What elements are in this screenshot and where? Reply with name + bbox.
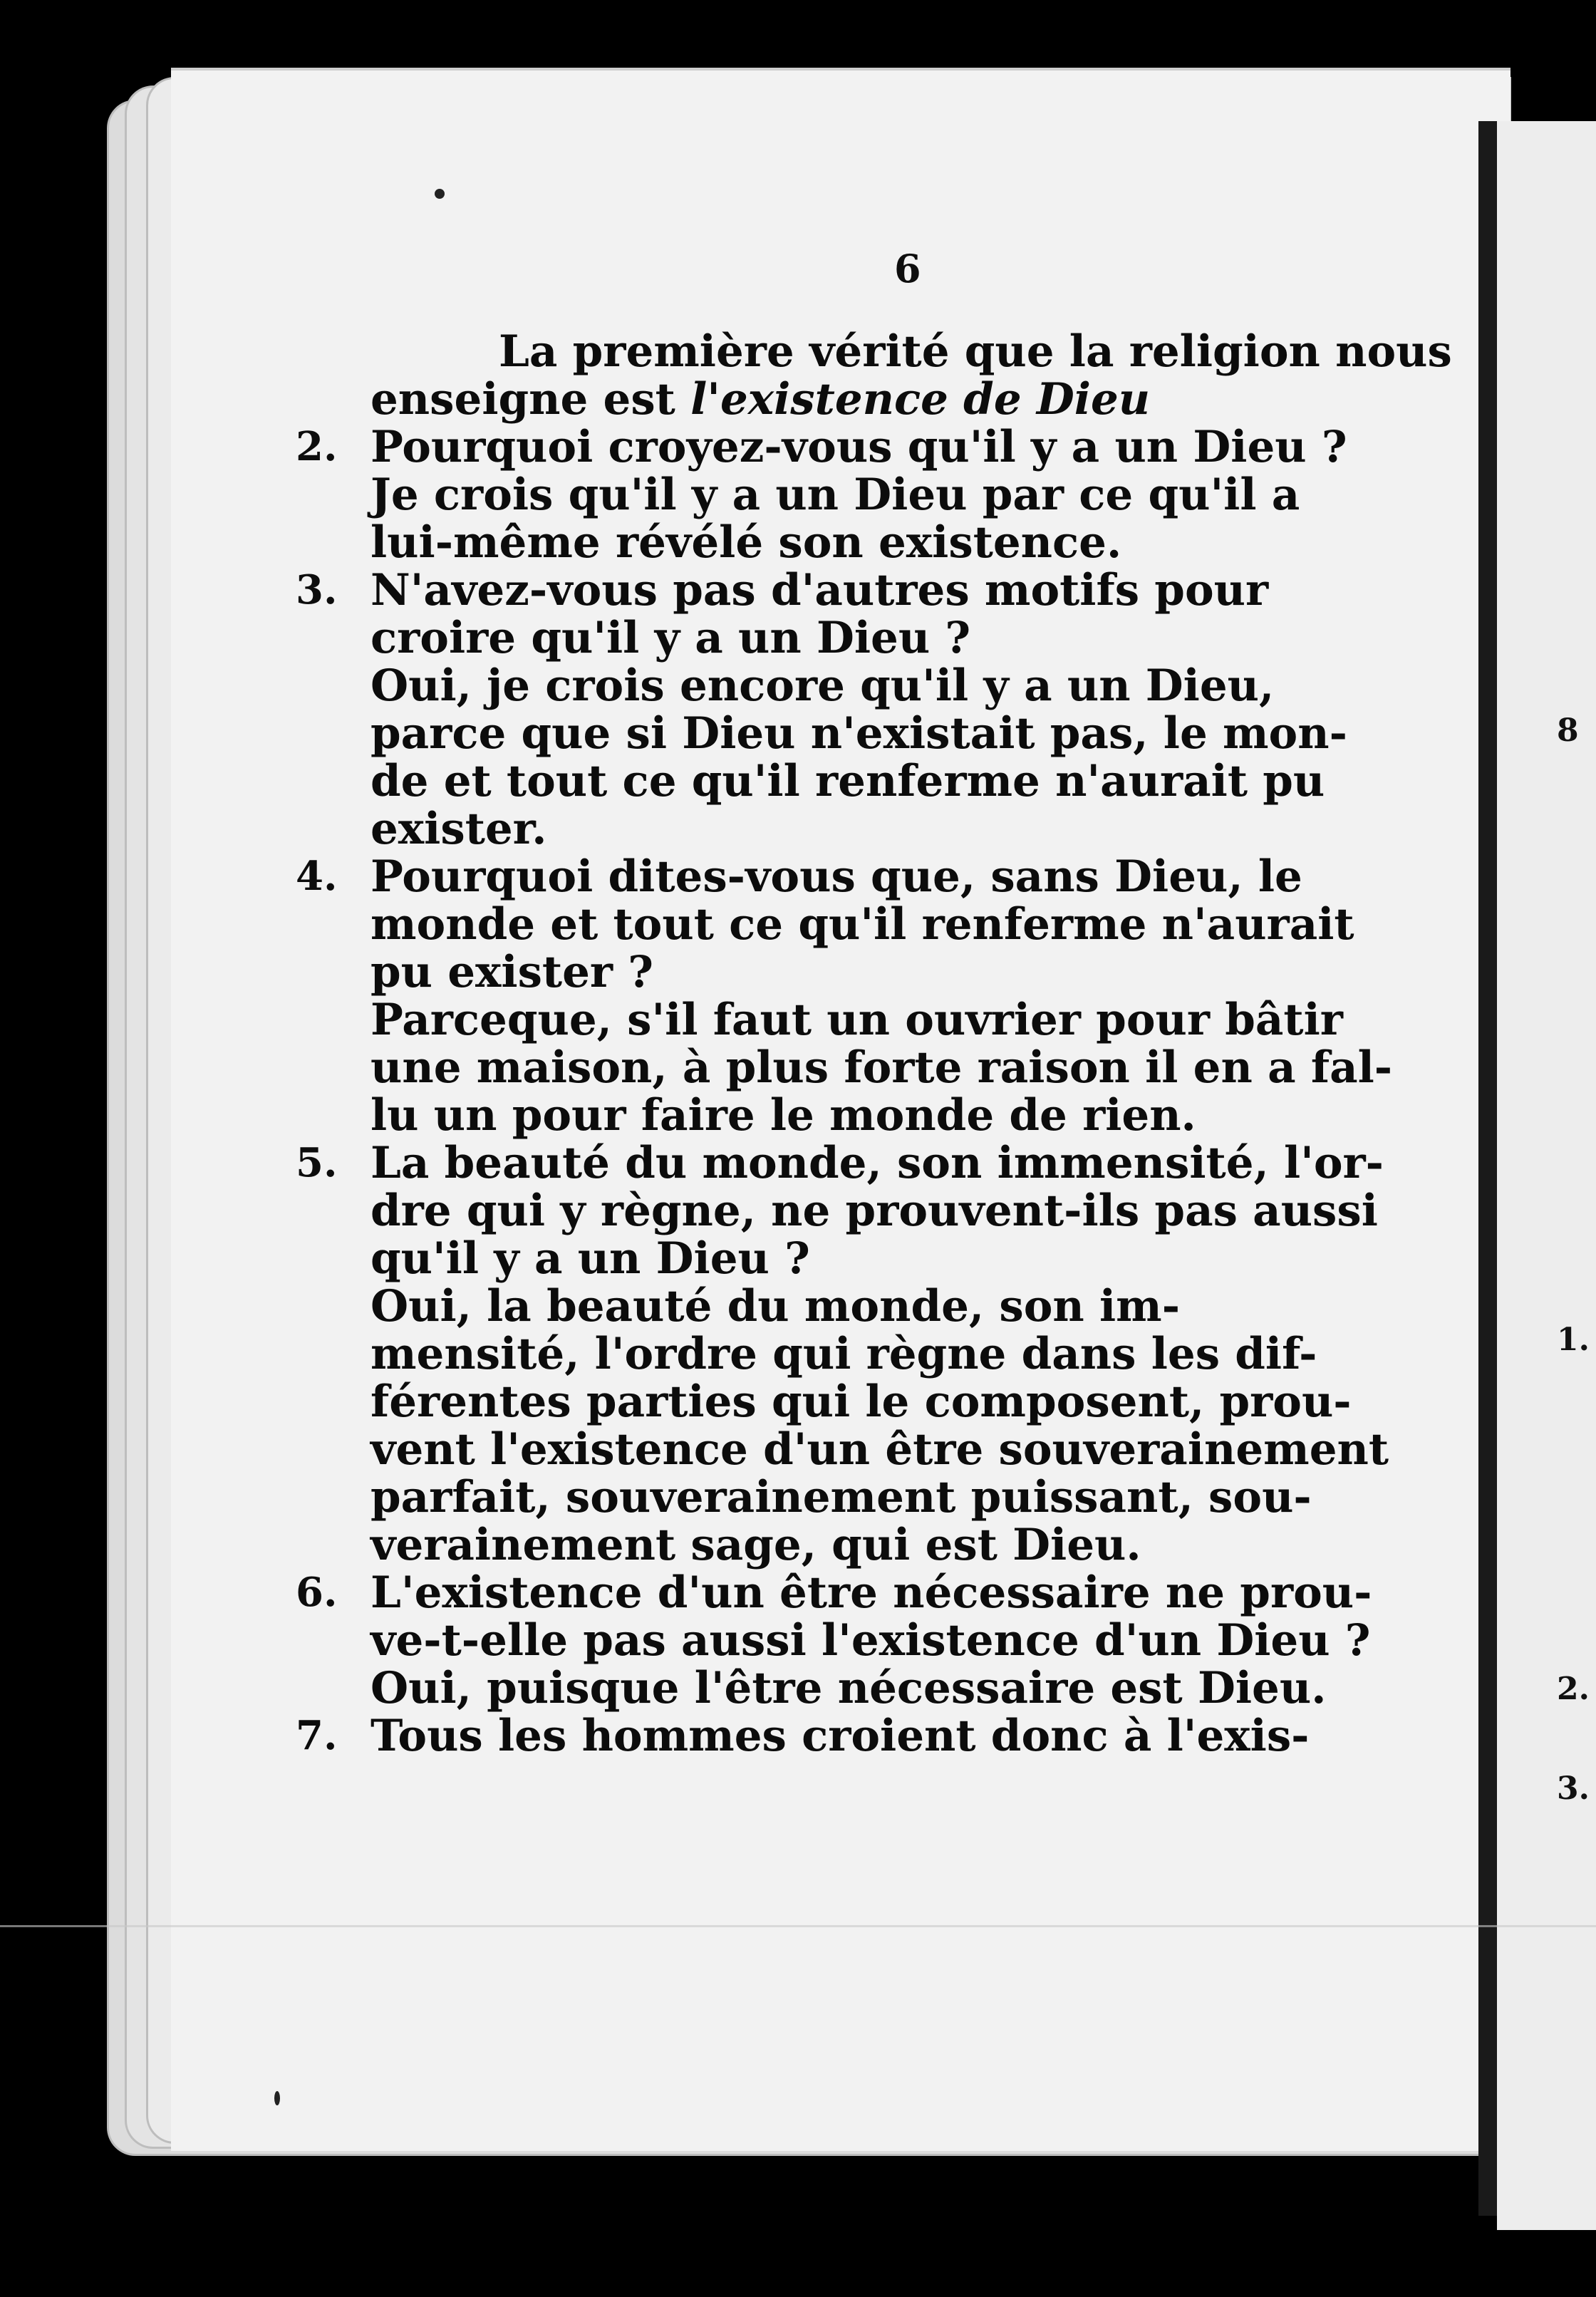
answer-line: une maison, à plus forte raison il en a fal- bbox=[370, 1042, 1393, 1093]
answer-line: exister. bbox=[370, 804, 547, 854]
answer-line: de et tout ce qu'il renferme n'aurait pu bbox=[370, 756, 1325, 807]
answer-line: Oui, la beauté du monde, son im- bbox=[370, 1281, 1181, 1332]
intro-paragraph bbox=[370, 326, 1452, 425]
qa-entry-6 bbox=[296, 1567, 1389, 1713]
qa-entry-2 bbox=[296, 422, 1389, 568]
answer-line: lu un pour faire le monde de rien. bbox=[370, 1090, 1196, 1141]
answer-line: mensité, l'ordre qui règne dans les dif- bbox=[370, 1329, 1317, 1379]
intro-line bbox=[370, 375, 1389, 423]
facing-page-mark: 8 bbox=[1557, 712, 1579, 749]
answer-line: Je crois qu'il y a un Dieu par ce qu'il a bbox=[370, 470, 1300, 520]
answer-line: parfait, souverainement puissant, sou- bbox=[370, 1472, 1312, 1523]
book-spine bbox=[1478, 121, 1497, 2216]
answer-line: Oui, je crois encore qu'il y a un Dieu, bbox=[370, 660, 1275, 711]
question-line: monde et tout ce qu'il renferme n'aurait bbox=[370, 899, 1354, 950]
catechism-text bbox=[296, 326, 1452, 1761]
qa-entry-7 bbox=[296, 1711, 1389, 1761]
question-line: N'avez-vous pas d'autres motifs pour bbox=[370, 565, 1269, 616]
facing-page-mark: 2. bbox=[1557, 1671, 1590, 1707]
qa-entry-3 bbox=[296, 565, 1389, 854]
question-line: La beauté du monde, son immensité, l'or- bbox=[370, 1138, 1384, 1188]
question-line: croire qu'il y a un Dieu ? bbox=[370, 613, 971, 663]
intro-line: La première vérité que la religion nous bbox=[499, 326, 1452, 377]
qa-entry-5 bbox=[296, 1138, 1389, 1570]
facing-page-mark: 3. bbox=[1557, 1770, 1590, 1807]
question-line: qu'il y a un Dieu ? bbox=[370, 1233, 810, 1284]
answer-line: Parceque, s'il faut un ouvrier pour bâtir bbox=[370, 995, 1343, 1045]
answer-line: Oui, puisque l'être nécessaire est Dieu. bbox=[370, 1663, 1327, 1713]
ink-speck bbox=[274, 2091, 280, 2105]
answer-line: parce que si Dieu n'existait pas, le mon- bbox=[370, 708, 1347, 759]
question-number: 6. bbox=[296, 1569, 338, 1616]
intro-italic-phrase: l'existence de Dieu bbox=[690, 374, 1151, 425]
question-number: 3. bbox=[296, 566, 338, 613]
answer-line: lui-même révélé son existence. bbox=[370, 517, 1122, 568]
qa-entry-4 bbox=[296, 851, 1393, 1141]
question-line: Pourquoi croyez-vous qu'il y a un Dieu ? bbox=[370, 422, 1347, 472]
answer-line: férentes parties qui le composent, prou- bbox=[370, 1376, 1352, 1427]
question-line: ve-t-elle pas aussi l'existence d'un Dieu ? bbox=[370, 1615, 1371, 1666]
question-number: 7. bbox=[296, 1712, 338, 1759]
question-line: pu exister ? bbox=[370, 947, 654, 997]
facing-page-mark: 1. bbox=[1557, 1322, 1590, 1358]
question-line: L'existence d'un être nécessaire ne prou- bbox=[370, 1567, 1372, 1618]
facing-page-strip bbox=[1497, 121, 1596, 2230]
ink-speck bbox=[435, 189, 445, 199]
question-number: 4. bbox=[296, 853, 338, 900]
question-line: dre qui y règne, ne prouvent-ils pas aussi bbox=[370, 1186, 1378, 1236]
intro-line-text: enseigne est bbox=[370, 374, 691, 425]
answer-line: verainement sage, qui est Dieu. bbox=[370, 1520, 1141, 1570]
scan-artifact-line bbox=[0, 1925, 1596, 1927]
page-number: 6 bbox=[894, 246, 921, 291]
question-number: 5. bbox=[296, 1139, 338, 1186]
question-line: Pourquoi dites-vous que, sans Dieu, le bbox=[370, 851, 1302, 902]
question-line: Tous les hommes croient donc à l'exis- bbox=[370, 1711, 1310, 1761]
answer-line: vent l'existence d'un être souverainement bbox=[370, 1424, 1389, 1475]
question-number: 2. bbox=[296, 423, 338, 470]
